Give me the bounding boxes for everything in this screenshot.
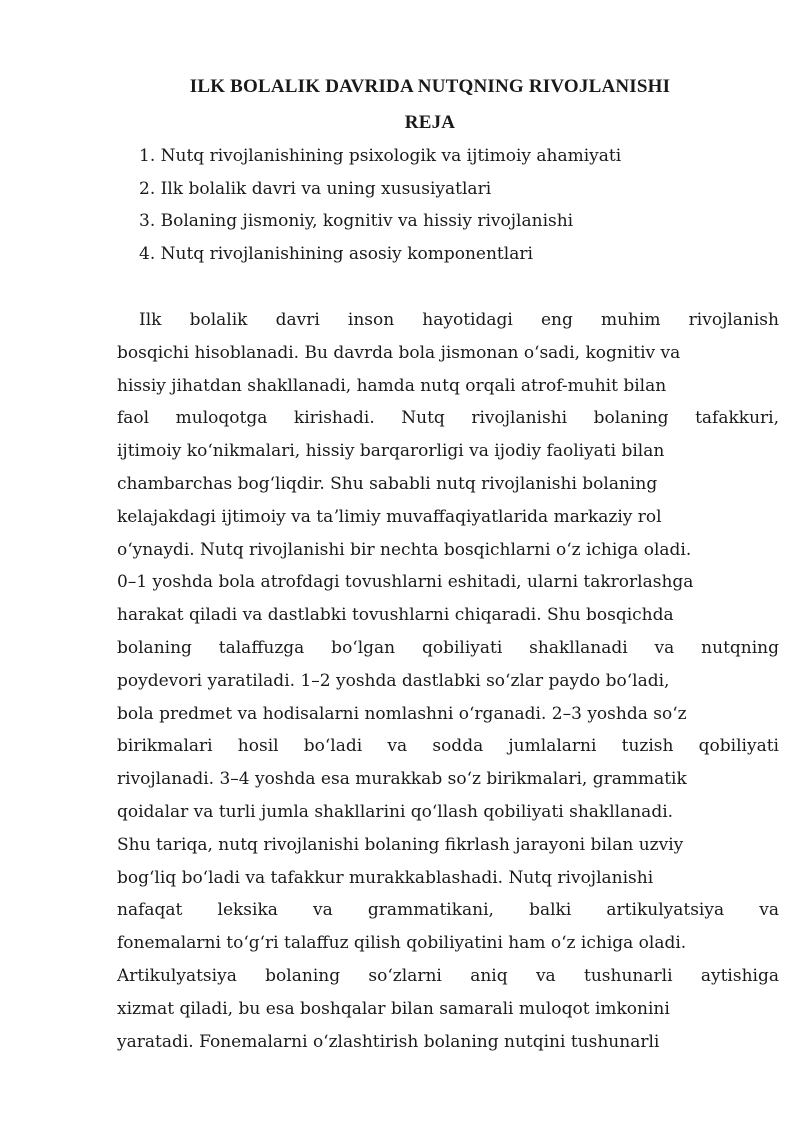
- paragraph-line: chambarchas bogʻliqdir. Shu sababli nutq rivojlanishi bolaning: [117, 473, 658, 494]
- paragraph-line: xizmat qiladi, bu esa boshqalar bilan samarali muloqot imkonini: [117, 998, 670, 1019]
- plan-item: 2. Ilk bolalik davri va uning xususiyatlari: [139, 178, 492, 199]
- plan-item: 1. Nutq rivojlanishining psixologik va ijtimoiy ahamiyati: [139, 146, 622, 166]
- paragraph-line: oʻynaydi. Nutq rivojlanishi bir nechta bosqichlarni oʻz ichiga oladi.: [117, 539, 692, 560]
- paragraph-line: faol muloqotga kirishadi. Nutq rivojlanishi bolaning tafakkuri,: [117, 408, 779, 429]
- paragraph-line: bolaning talaffuzga boʻlgan qobiliyati shakllanadi va nutqning: [117, 637, 779, 658]
- paragraph-line: fonemalarni toʻgʻri talaffuz qilish qobiliyatini ham oʻz ichiga oladi.: [117, 933, 687, 954]
- paragraph-line: Shu tariqa, nutq rivojlanishi bolaning fikrlash jarayoni bilan uzviy: [117, 834, 684, 855]
- paragraph-line: qoidalar va turli jumla shakllarini qoʻllash qobiliyati shakllanadi.: [117, 801, 674, 822]
- paragraph-line: yaratadi. Fonemalarni oʻzlashtirish bolaning nutqini tushunarli: [117, 1031, 660, 1052]
- paragraph-line: 0–1 yoshda bola atrofdagi tovushlarni eshitadi, ularni takrorlashga: [117, 572, 694, 593]
- paragraph-line: kelajakdagi ijtimoiy va taʼlimiy muvaffaqiyatlarida markaziy rol: [117, 506, 662, 527]
- paragraph-line: Artikulyatsiya bolaning soʻzlarni aniq va tushunarli aytishiga: [117, 965, 779, 986]
- paragraph-line: ijtimoiy koʻnikmalari, hissiy barqarorligi va ijodiy faoliyati bilan: [117, 441, 665, 462]
- paragraph-line: bola predmet va hodisalarni nomlashni oʻrganadi. 2–3 yoshda soʻz: [117, 703, 687, 724]
- paragraph-line: bosqichi hisoblanadi. Bu davrda bola jismonan oʻsadi, kognitiv va: [117, 342, 681, 363]
- paragraph-line: harakat qiladi va dastlabki tovushlarni chiqaradi. Shu bosqichda: [117, 605, 674, 626]
- paragraph-line: rivojlanadi. 3–4 yoshda esa murakkab soʻz birikmalari, grammatik: [117, 769, 687, 790]
- plan-item: 3. Bolaning jismoniy, kognitiv va hissiy rivojlanishi: [139, 211, 574, 231]
- paragraph-line: birikmalari hosil boʻladi va sodda jumlalarni tuzish qobiliyati: [117, 736, 779, 757]
- paragraph-line: Ilk bolalik davri inson hayotidagi eng muhim rivojlanish: [139, 310, 779, 330]
- plan-item: 4. Nutq rivojlanishining asosiy komponentlari: [139, 243, 533, 264]
- body-paragraph: [117, 304, 779, 1058]
- plan-heading: REJA: [404, 112, 456, 133]
- paragraph-line: hissiy jihatdan shakllanadi, hamda nutq orqali atrof-muhit bilan: [117, 375, 667, 396]
- plan-list: [139, 140, 621, 270]
- paragraph-line: bogʻliq boʻladi va tafakkur murakkablashadi. Nutq rivojlanishi: [117, 867, 654, 888]
- document-title: ILK BOLALIK DAVRIDA NUTQNING RIVOJLANISHI: [189, 76, 671, 97]
- paragraph-line: poydevori yaratiladi. 1–2 yoshda dastlabki soʻzlar paydo boʻladi,: [117, 670, 670, 691]
- paragraph-line: nafaqat leksika va grammatikani, balki artikulyatsiya va: [117, 900, 779, 921]
